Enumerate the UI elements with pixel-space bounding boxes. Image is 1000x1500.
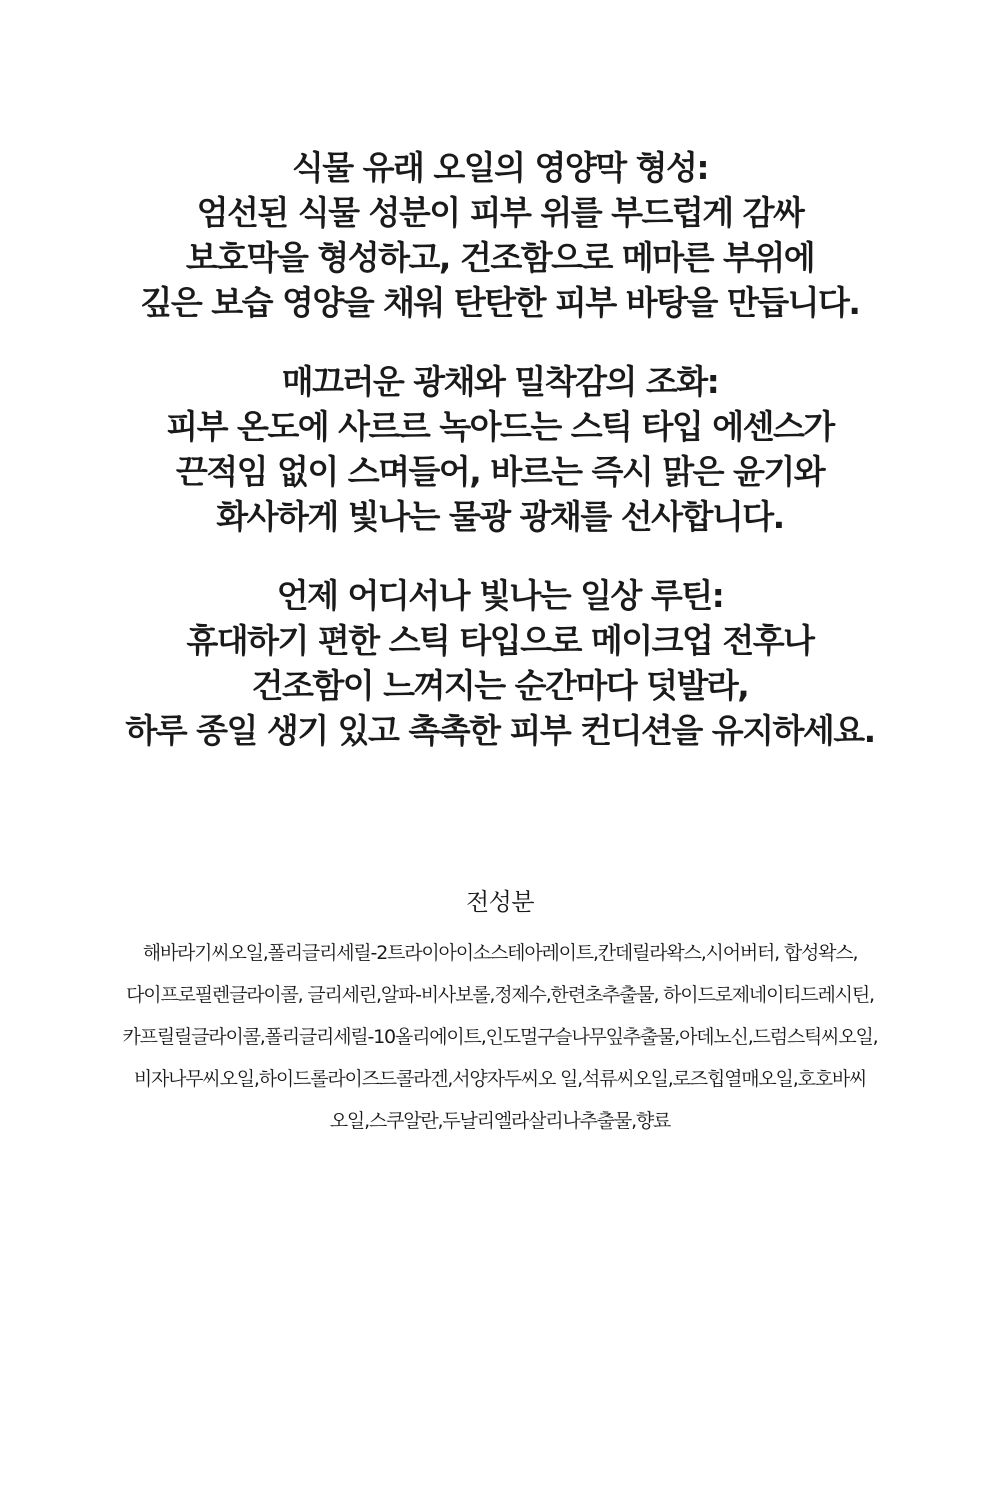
- feature-text-line: 건조함이 느껴지는 순간마다 덧발라,: [251, 666, 749, 705]
- feature-text-line: 휴대하기 편한 스틱 타입으로 메이크업 전후나: [186, 621, 814, 660]
- feature-text-line: 화사하게 빛나는 물광 광채를 선사합니다.: [216, 497, 784, 536]
- feature-heading: 언제 어디서나 빛나는 일상 루틴:: [276, 576, 724, 615]
- feature-heading: 식물 유래 오일의 영양막 형성:: [291, 148, 709, 187]
- feature-text-line: 깊은 보습 영양을 채워 탄탄한 피부 바탕을 만듭니다.: [140, 283, 860, 322]
- feature-section-glow-adhesion: [0, 359, 1000, 539]
- ingredients-line: 카프릴릴글라이콜,폴리글리세릴-10올리에이트,인도멀구슬나무잎추출물,아데노신,드럼스틱씨오일,: [122, 1026, 878, 1048]
- feature-text-line: 피부 온도에 사르르 녹아드는 스틱 타입 에센스가: [166, 407, 834, 446]
- ingredients-line: 해바라기씨오일,폴리글리세릴-2트라이아이소스테아레이트,칸데릴라왁스,시어버터, 합성왁스,: [142, 942, 858, 964]
- feature-sections: [0, 145, 1000, 787]
- feature-heading: 매끄러운 광채와 밀착감의 조화:: [281, 362, 719, 401]
- ingredients-line: 비자나무씨오일,하이드롤라이즈드콜라겐,서양자두씨오 일,석류씨오일,로즈힙열매오일,호호바씨: [133, 1068, 867, 1090]
- feature-text-line: 보호막을 형성하고, 건조함으로 메마른 부위에: [185, 238, 815, 277]
- feature-text-line: 엄선된 식물 성분이 피부 위를 부드럽게 감싸: [196, 193, 804, 232]
- feature-section-nourishing-film: [0, 145, 1000, 325]
- ingredients-block: [0, 882, 1000, 1142]
- ingredients-line: 오일,스쿠알란,두날리엘라살리나추출물,향료: [329, 1110, 671, 1132]
- feature-text-line: 끈적임 없이 스며들어, 바르는 즉시 맑은 윤기와: [175, 452, 825, 491]
- feature-text-line: 하루 종일 생기 있고 촉촉한 피부 컨디션을 유지하세요.: [125, 711, 875, 750]
- feature-section-daily-routine: [0, 573, 1000, 753]
- ingredients-title: 전성분: [465, 888, 535, 916]
- ingredients-line: 다이프로필렌글라이콜, 글리세린,알파-비사보롤,정제수,한련초추출물, 하이드로제네이티드레시틴,: [126, 984, 874, 1006]
